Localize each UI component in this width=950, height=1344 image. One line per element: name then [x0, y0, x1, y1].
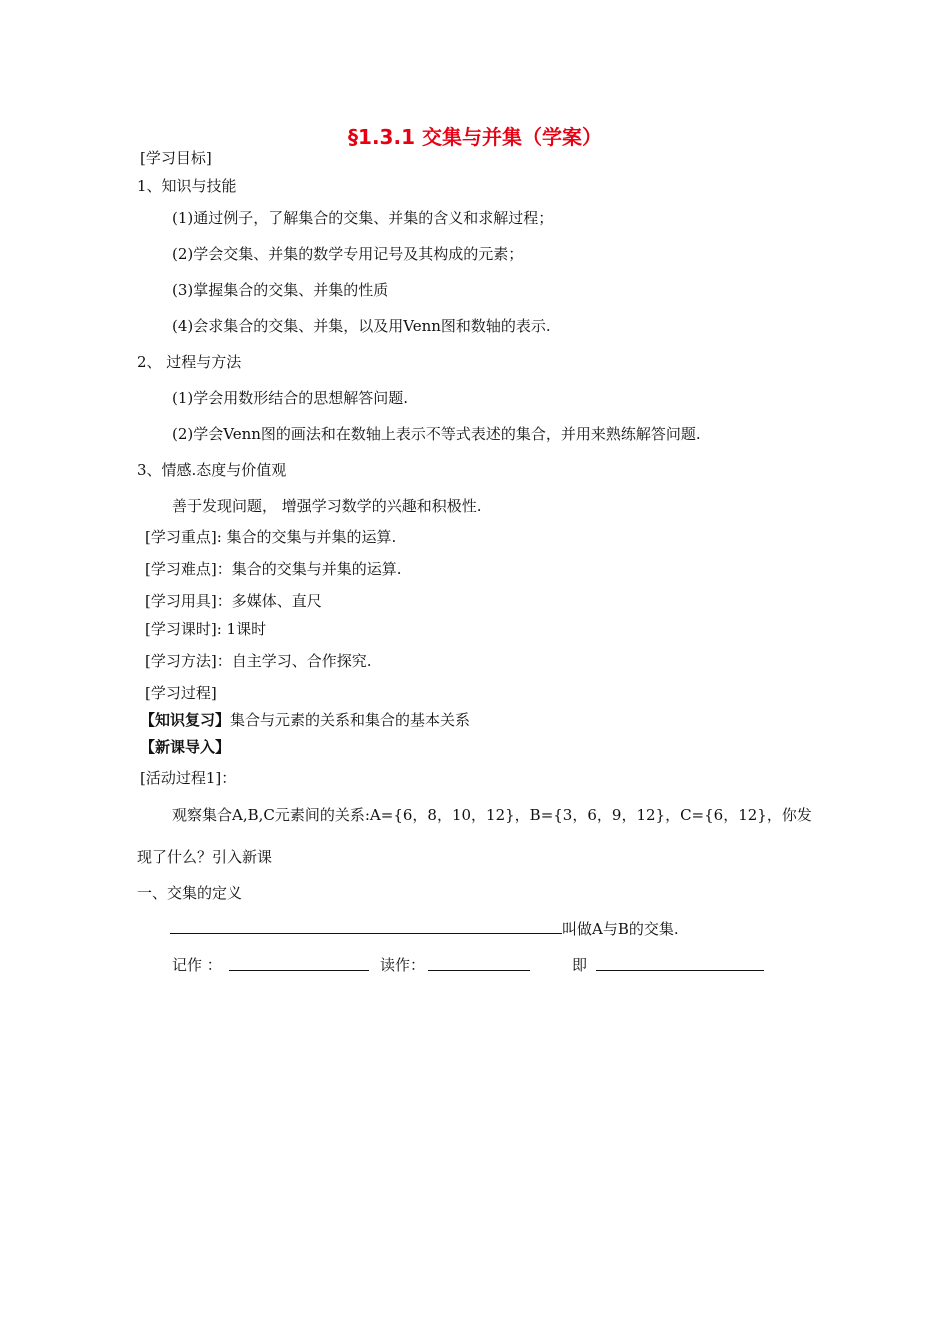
activity-line-1: 观察集合A,B,C元素间的关系:A={6，8，10，12}，B={3，6，9，12}，C={6，12}，你发 [172, 806, 812, 824]
knowledge-review [140, 710, 470, 730]
document-title: §1.3.1 交集与并集（学案） [348, 125, 602, 149]
section1-item-3: (3)掌握集合的交集、并集的性质 [172, 281, 389, 299]
activity-line-2: 现了什么？引入新课 [137, 848, 273, 866]
study-process: [学习过程] [145, 684, 217, 702]
knowledge-review-label: 【知识复习】 [140, 711, 231, 729]
section3-heading: 3、情感.态度与价值观 [137, 461, 287, 479]
section2-item-2: (2)学会Venn图的画法和在数轴上表示不等式表述的集合，并用来熟练解答问题. [172, 425, 701, 443]
new-lesson-heading: 【新课导入】 [140, 738, 231, 756]
tools: [学习用具]：多媒体、直尺 [145, 592, 322, 610]
class-hours: [学习课时]: 1课时 [145, 620, 267, 638]
section1-item-2: (2)学会交集、并集的数学专用记号及其构成的元素； [172, 245, 524, 263]
section1-item-1: (1)通过例子，了解集合的交集、并集的含义和求解过程； [172, 209, 554, 227]
ie-blank[interactable] [596, 956, 764, 971]
section1-heading: 1、知识与技能 [137, 177, 237, 195]
knowledge-review-text: 集合与元素的关系和集合的基本关系 [230, 711, 471, 729]
section2-item-1: (1)学会用数形结合的思想解答问题. [172, 389, 409, 407]
notation-blank[interactable] [229, 956, 369, 971]
section1-item-4: (4)会求集合的交集、并集，以及用Venn图和数轴的表示. [172, 317, 551, 335]
goals-heading: [学习目标] [140, 149, 212, 167]
key-point: [学习重点]: 集合的交集与并集的运算. [145, 528, 397, 546]
definition-line [170, 919, 679, 939]
study-method: [学习方法]：自主学习、合作探究. [145, 652, 372, 670]
read-label: 读作： [380, 956, 426, 974]
ie-label: 即 [572, 956, 588, 974]
activity-heading: [活动过程1]： [140, 769, 237, 787]
definition-suffix: 叫做A与B的交集. [562, 920, 679, 938]
section2-heading: 2、 过程与方法 [137, 353, 242, 371]
read-blank[interactable] [428, 956, 530, 971]
definition-blank[interactable] [170, 919, 562, 934]
intersection-heading: 一、交集的定义 [137, 884, 243, 902]
difficulty: [学习难点]：集合的交集与并集的运算. [145, 560, 402, 578]
notation-label: 记作 ： [172, 956, 222, 974]
section3-text: 善于发现问题， 增强学习数学的兴趣和积极性. [172, 497, 482, 515]
